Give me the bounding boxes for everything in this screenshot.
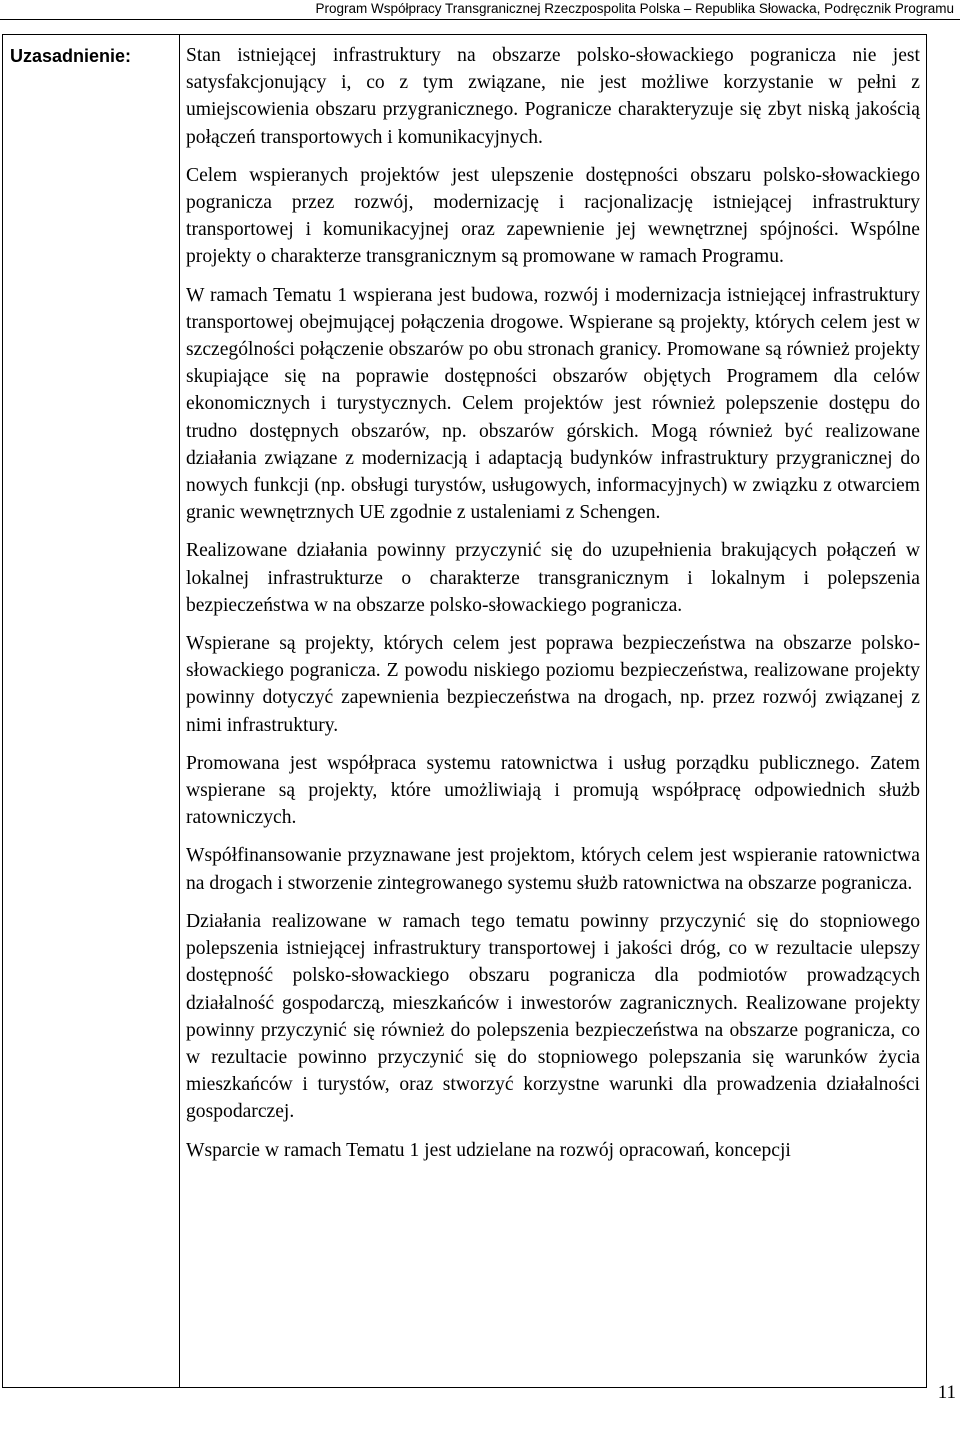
justification-text xyxy=(186,42,920,1175)
paragraph: Promowana jest współpraca systemu ratownictwa i usług porządku publicznego. Zatem wspierane są projekty, które umożliwiają i promują współpracę odpowiednich służb ratowniczych. xyxy=(186,752,920,829)
paragraph: Realizowane działania powinny przyczynić się do uzupełnienia brakujących połączeń w lokalnej infrastrukturze o charakterze transgranicznym i lokalnym i polepszenia bezpieczeństwa w na obszarze polsko-słowackiego pogranicza. xyxy=(186,540,920,616)
paragraph: W ramach Tematu 1 wspierana jest budowa, rozwój i modernizacja istniejącej infrastruktury transportowej obejmującej połączenia drogowe. Wspierane są projekty, których celem jest w szczególności połączenie obszarów po obu stronach granicy. Promowane są również projekty skupiające się na poprawie dostępności obszarów objętych Programem dla celów ekonomicznych i turystycznych. Celem projektów jest również polepszenie dostępu do trudno dostępnych obszarów, np. obszarów górskich. Mogą również być realizowane działania związane z modernizacją i adaptacją budynków infrastruktury przygranicznej do nowych funkcji (np. obsługi turystów, usługowych, informacyjnych) w związku z otwarciem granic wewnętrznych UE zgodnie z ustaleniami z Schengen. xyxy=(186,284,920,524)
column-divider xyxy=(179,35,180,1387)
header-rule xyxy=(0,19,960,20)
justification-label: Uzasadnienie: xyxy=(10,46,132,66)
paragraph: Działania realizowane w ramach tego tematu powinny przyczynić się do stopniowego polepszenia istniejącej infrastruktury transportowej i jakości dróg, co w rezultacie ulepszy dostępność polsko-słowackiego obszaru pogranicza dla podmiotów prowadzących działalność gospodarczą, mieszkańców i inwestorów zagranicznych. Realizowane projekty powinny przyczynić się również do polepszenia bezpieczeństwa na obszarze pogranicza, co w rezultacie powinno przyczynić się do stopniowego polepszania się warunków życia mieszkańców i turystów, oraz stworzyć korzystne warunki dla prowadzenia działalności gospodarczej. xyxy=(186,910,920,1123)
paragraph: Wsparcie w ramach Tematu 1 jest udzielane na rozwój opracowań, koncepcji xyxy=(186,1139,791,1161)
paragraph: Wspierane są projekty, których celem jest poprawa bezpieczeństwa na obszarze polsko-słowackiego pogranicza. Z powodu niskiego poziomu bezpieczeństwa, realizowane projekty powinny dotyczyć zapewnienia bezpieczeństwa na drogach, np. przez rozwój związanej z nimi infrastruktury. xyxy=(186,633,920,736)
content-table xyxy=(2,34,927,1388)
running-header: Program Współpracy Transgranicznej Rzeczpospolita Polska – Republika Słowacka, Podręcznik Programu xyxy=(315,1,954,16)
paragraph: Celem wspieranych projektów jest ulepszenie dostępności obszaru polsko-słowackiego pogranicza przez rozwój, modernizację i racjonalizację istniejącej infrastruktury transportowej i komunikacyjnej oraz zapewnienie jej wewnętrznej spójności. Wspólne projekty o charakterze transgranicznym są promowane w ramach Programu. xyxy=(186,164,920,268)
page-number: 11 xyxy=(937,1382,956,1403)
paragraph: Współfinansowanie przyznawane jest projektom, których celem jest wspieranie ratownictwa na drogach i stworzenie zintegrowanego systemu służb ratownictwa na obszarze pogranicza. xyxy=(186,845,920,894)
paragraph: Stan istniejącej infrastruktury na obszarze polsko-słowackiego pogranicza nie jest satysfakcjonujący i, co z tym związane, nie jest możliwe korzystanie w pełni z umiejscowienia obszaru przygranicznego. Pogranicze charakteryzuje się zbyt niską jakością połączeń transportowych i komunikacyjnych. xyxy=(186,45,920,148)
